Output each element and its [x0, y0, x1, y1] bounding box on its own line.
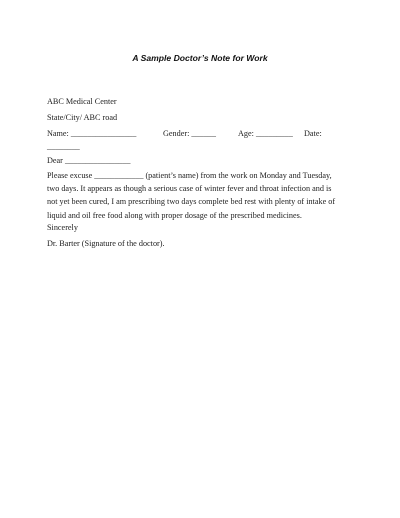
- address-line: State/City/ ABC road: [47, 113, 118, 122]
- body-paragraph: [47, 169, 355, 222]
- body-line: liquid and oil free food along with proper dosage of the prescribed medicines.: [47, 210, 302, 220]
- body-line: not yet been cured, I am prescribing two days complete bed rest with plenty of intake of: [47, 197, 336, 207]
- name-field: Name: ________________: [47, 129, 137, 138]
- center-name: ABC Medical Center: [47, 97, 117, 106]
- document-title: A Sample Doctor’s Note for Work: [132, 53, 268, 63]
- date-field: Date:: [304, 129, 322, 138]
- closing: Sincerely: [47, 223, 78, 232]
- body-line: Please excuse ____________ (patient’s name) from the work on Monday and Tuesday,: [47, 171, 332, 180]
- date-blank: ________: [47, 142, 80, 151]
- age-field: Age: _________: [238, 129, 293, 138]
- gender-field: Gender: ______: [163, 129, 216, 138]
- salutation: Dear ________________: [47, 156, 131, 165]
- signature-line: Dr. Barter (Signature of the doctor).: [47, 239, 165, 248]
- body-line: two days. It appears as though a serious case of winter fever and throat infection and is: [47, 184, 332, 194]
